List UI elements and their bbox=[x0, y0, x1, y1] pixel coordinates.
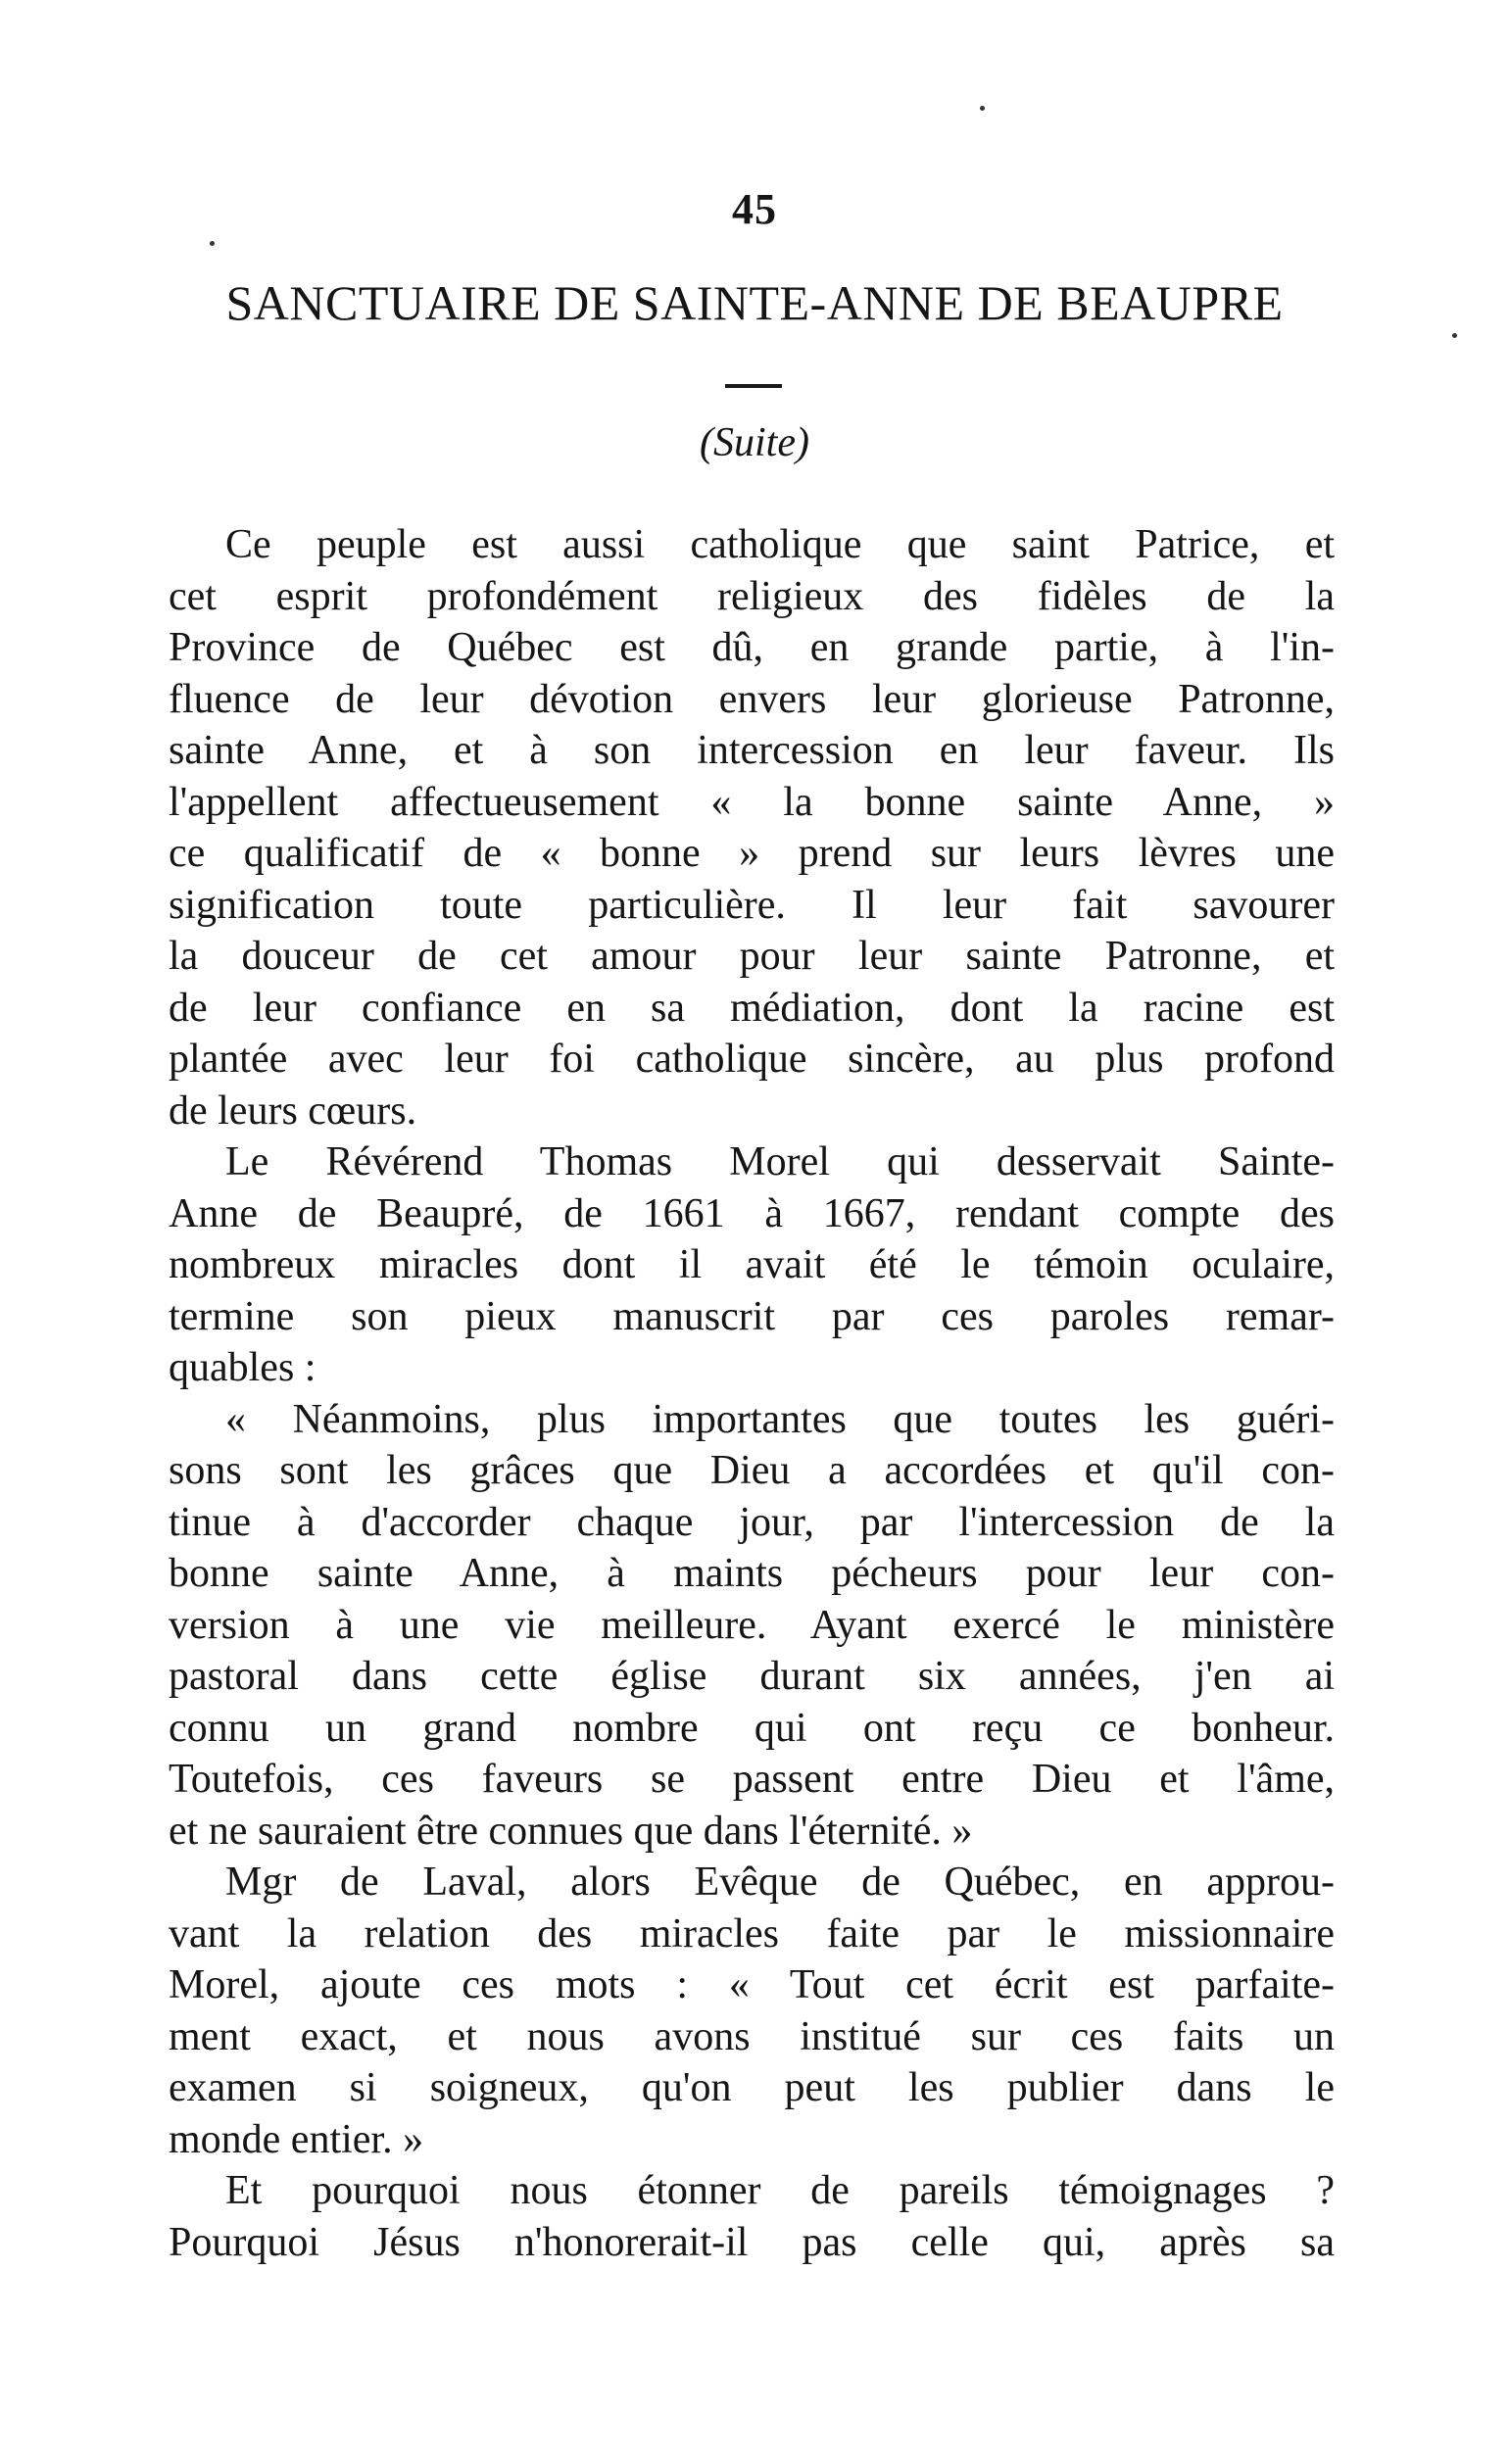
text-line: Pourquoi Jésus n'honorerait-il pas celle qui, après sa bbox=[169, 2219, 1335, 2265]
text-line: version à une vie meilleure. Ayant exercé le ministère bbox=[169, 1602, 1335, 1648]
text-line: « Néanmoins, plus importantes que toutes les guéri- bbox=[225, 1396, 1335, 1442]
text-line: signification toute particulière. Il leur fait savourer bbox=[169, 882, 1335, 928]
page-number: 45 bbox=[732, 185, 777, 233]
body-text bbox=[169, 519, 1335, 2268]
text-line: vant la relation des miracles faite par le missionnaire bbox=[169, 1910, 1335, 1957]
text-line: tinue à d'accorder chaque jour, par l'intercession de la bbox=[169, 1499, 1335, 1545]
text-line: Toutefois, ces faveurs se passent entre Dieu et l'âme, bbox=[169, 1757, 1335, 1802]
text-line: cet esprit profondément religieux des fidèles de la bbox=[169, 573, 1335, 619]
text-line: pastoral dans cette église durant six années, j'en ai bbox=[169, 1654, 1335, 1699]
text-line: examen si soigneux, qu'on peut les publier dans le bbox=[169, 2065, 1335, 2110]
text-line: termine son pieux manuscrit par ces paroles remar- bbox=[169, 1293, 1335, 1339]
print-speck bbox=[210, 241, 215, 246]
text-line: sons sont les grâces que Dieu a accordées et qu'il con- bbox=[169, 1448, 1335, 1493]
text-line: Ce peuple est aussi catholique que saint Patrice, et bbox=[225, 522, 1335, 567]
text-line: l'appellent affectueusement « la bonne sainte Anne, » bbox=[169, 779, 1335, 825]
text-line: de leurs cœurs. bbox=[169, 1087, 417, 1134]
title-divider bbox=[725, 384, 782, 388]
text-line: Et pourquoi nous étonner de pareils témoignages ? bbox=[225, 2168, 1335, 2213]
text-line: Anne de Beaupré, de 1661 à 1667, rendant compte des bbox=[169, 1190, 1335, 1236]
text-line: la douceur de cet amour pour leur sainte Patronne, et bbox=[169, 934, 1335, 979]
text-line: Le Révérend Thomas Morel qui desservait Sainte- bbox=[225, 1139, 1335, 1184]
text-line: monde entier. » bbox=[169, 2116, 424, 2162]
text-line: connu un grand nombre qui ont reçu ce bonheur. bbox=[169, 1705, 1335, 1751]
chapter-subtitle: (Suite) bbox=[700, 420, 809, 465]
text-line: Province de Québec est dû, en grande partie, à l'in- bbox=[169, 625, 1335, 670]
print-speck bbox=[980, 106, 985, 111]
text-line: fluence de leur dévotion envers leur glorieuse Patronne, bbox=[169, 676, 1335, 722]
text-line: quables : bbox=[169, 1345, 316, 1390]
text-line: bonne sainte Anne, à maints pécheurs pour leur con- bbox=[169, 1551, 1335, 1596]
text-line: de leur confiance en sa médiation, dont la racine est bbox=[169, 985, 1335, 1031]
text-line: ment exact, et nous avons institué sur ces faits un bbox=[169, 2013, 1335, 2059]
chapter-title: SANCTUAIRE DE SAINTE-ANNE DE BEAUPRE bbox=[225, 275, 1284, 330]
print-speck bbox=[1452, 333, 1457, 338]
text-line: sainte Anne, et à son intercession en leur faveur. Ils bbox=[169, 728, 1335, 773]
text-line: et ne sauraient être connues que dans l'éternité. » bbox=[169, 1808, 973, 1854]
text-line: Morel, ajoute ces mots : « Tout cet écrit est parfaite- bbox=[169, 1962, 1335, 2007]
text-line: nombreux miracles dont il avait été le témoin oculaire, bbox=[169, 1242, 1335, 1287]
text-line: Mgr de Laval, alors Evêque de Québec, en approu- bbox=[225, 1860, 1335, 1905]
text-line: plantée avec leur foi catholique sincère, au plus profond bbox=[169, 1037, 1335, 1082]
text-line: ce qualificatif de « bonne » prend sur leurs lèvres une bbox=[169, 831, 1335, 876]
